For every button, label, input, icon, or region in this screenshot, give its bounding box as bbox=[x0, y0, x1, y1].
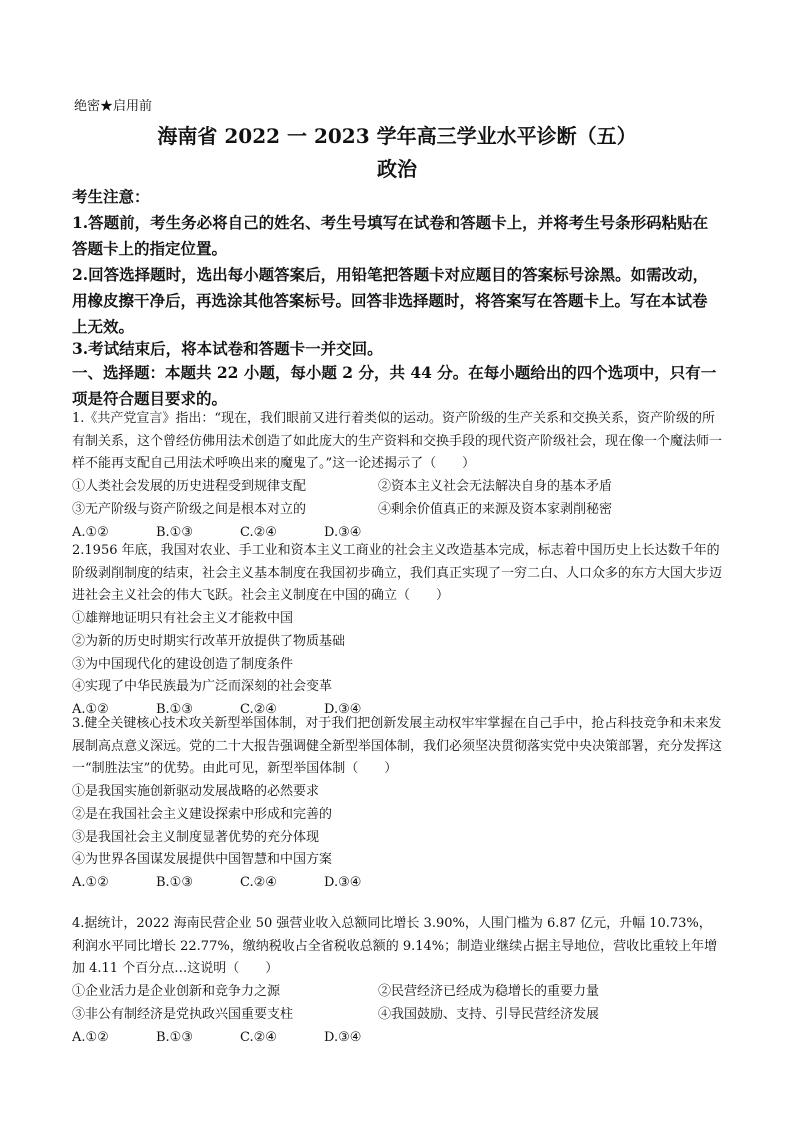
answer-choices bbox=[72, 872, 724, 895]
answer-choice: D.③④ bbox=[324, 1029, 362, 1045]
answer-choice: A.①② bbox=[72, 524, 109, 540]
answer-choice: A.①② bbox=[72, 1029, 109, 1045]
question-stem: 4.据统计，2022 海南民营企业 50 强营业收入总额同比增长 3.90%，人围门槛为 6.87 亿元，升幅 10.73%，利润水平同比增长 22.77%，缴纳税收占全省税收总额的 9.14%；制造业继续占据主导地位，营收比重较上年增加 4.11 个百分点…这说明（ ） bbox=[72, 916, 718, 977]
subject-title: 政治 bbox=[377, 157, 417, 181]
option: ③为中国现代化的建设创造了制度条件 bbox=[72, 656, 294, 672]
answer-choices bbox=[72, 1027, 724, 1050]
notice-item-2: 2.回答选择题时，选出每小题答案后，用铅笔把答题卡对应题目的答案标号涂黑。如需改动，用橡皮擦干净后，再选涂其他答案标号。回答非选择题时，将答案写在答题卡上。写在本试卷上无效。 bbox=[72, 265, 709, 336]
question-1 bbox=[72, 408, 724, 544]
options-row bbox=[72, 476, 724, 499]
option: ④为世界各国谋发展提供中国智慧和中国方案 bbox=[72, 852, 333, 868]
option: ①企业活力是企业创新和竞争力之源 bbox=[72, 984, 281, 1000]
option: ③是我国社会主义制度显著优势的充分体现 bbox=[72, 829, 320, 845]
exam-title: 海南省 2022 一 2023 学年高三学业水平诊断（五） bbox=[157, 124, 637, 148]
answer-choice: C.②④ bbox=[240, 524, 277, 540]
answer-choice: D.③④ bbox=[324, 524, 362, 540]
answer-choice: D.③④ bbox=[324, 701, 362, 717]
answer-choice: D.③④ bbox=[324, 874, 362, 890]
option: ④我国鼓励、支持、引导民营经济发展 bbox=[378, 1006, 600, 1022]
option: ②为新的历史时期实行改革开放提供了物质基础 bbox=[72, 633, 346, 649]
answer-choice: C.②④ bbox=[240, 874, 277, 890]
notice-item-1: 1.答题前，考生务必将自己的姓名、考生号填写在试卷和答题卡上，并将考生号条形码粘贴在答题卡上的指定位置。 bbox=[72, 213, 709, 258]
question-2 bbox=[72, 540, 724, 722]
question-4 bbox=[72, 913, 724, 1049]
notice-heading: 考生注意： bbox=[72, 187, 150, 206]
option: ③无产阶级与资产阶级之间是根本对立的 bbox=[72, 501, 307, 517]
answer-choice: B.①③ bbox=[156, 524, 193, 540]
question-stem: 3.健全关键核心技术攻关新型举国体制，对于我们把创新发展主动权牢牢掌握在自己手中，抢占科技竞争和未来发展制高点意义深远。党的二十大报告强调健全新型举国体制，我们必须坚决贯彻落实党中央决策部署，充分发挥这一“制胜法宝”的优势。由此可见，新型举国体制（ ） bbox=[72, 716, 723, 777]
option: ④剩余价值真正的来源及资本家剥削秘密 bbox=[378, 501, 613, 517]
option: ②民营经济已经成为稳增长的重要力量 bbox=[378, 984, 600, 1000]
option: ①是我国实施创新驱动发展战略的必然要求 bbox=[72, 784, 320, 800]
question-3 bbox=[72, 713, 724, 895]
options-row bbox=[72, 499, 724, 522]
notice-item-3: 3.考试结束后，将本试卷和答题卡一并交回。 bbox=[72, 339, 383, 358]
option: ②资本主义社会无法解决自身的基本矛盾 bbox=[378, 479, 613, 495]
question-stem: 2.1956 年底，我国对农业、手工业和资本主义工商业的社会主义改造基本完成，标志着中国历史上长达数千年的阶级剥削制度的结束，社会主义基本制度在我国初步确立，我们真正实现了一穷二白、人口众多的东方大国大步迈进社会主义社会的伟大飞跃。社会主义制度在中国的确立（ ） bbox=[72, 543, 723, 604]
question-stem: 1.《共产党宣言》指出：“现在，我们眼前又进行着类似的运动。资产阶级的生产关系和交换关系，资产阶级的所有制关系，这个曾经仿佛用法术创造了如此庞大的生产资料和交换手段的现代资产阶级社会，现在像一个魔法师一样不能再支配自己用法术呼唤出来的魔鬼了。”这一论述揭示了（ ） bbox=[72, 411, 723, 472]
answer-choice: A.①② bbox=[72, 701, 109, 717]
answer-choice: B.①③ bbox=[156, 874, 193, 890]
option: ①雄辩地证明只有社会主义才能救中国 bbox=[72, 611, 294, 627]
option: ①人类社会发展的历史进程受到规律支配 bbox=[72, 479, 307, 495]
section-heading: 一、选择题：本题共 22 小题，每小题 2 分，共 44 分。在每小题给出的四个选项中，只有一项是符合题目要求的。 bbox=[72, 363, 717, 408]
answer-choice: B.①③ bbox=[156, 701, 193, 717]
option: ③非公有制经济是党执政兴国重要支柱 bbox=[72, 1006, 294, 1022]
answer-choice: C.②④ bbox=[240, 1029, 277, 1045]
options-row bbox=[72, 1004, 724, 1027]
answer-choice: A.①② bbox=[72, 874, 109, 890]
confidential-label: 绝密★启用前 bbox=[74, 99, 153, 114]
options-row bbox=[72, 981, 724, 1004]
answer-choice: C.②④ bbox=[240, 701, 277, 717]
option: ②是在我国社会主义建设探索中形成和完善的 bbox=[72, 806, 333, 822]
answer-choice: B.①③ bbox=[156, 1029, 193, 1045]
option: ④实现了中华民族最为广泛而深刻的社会变革 bbox=[72, 679, 333, 695]
